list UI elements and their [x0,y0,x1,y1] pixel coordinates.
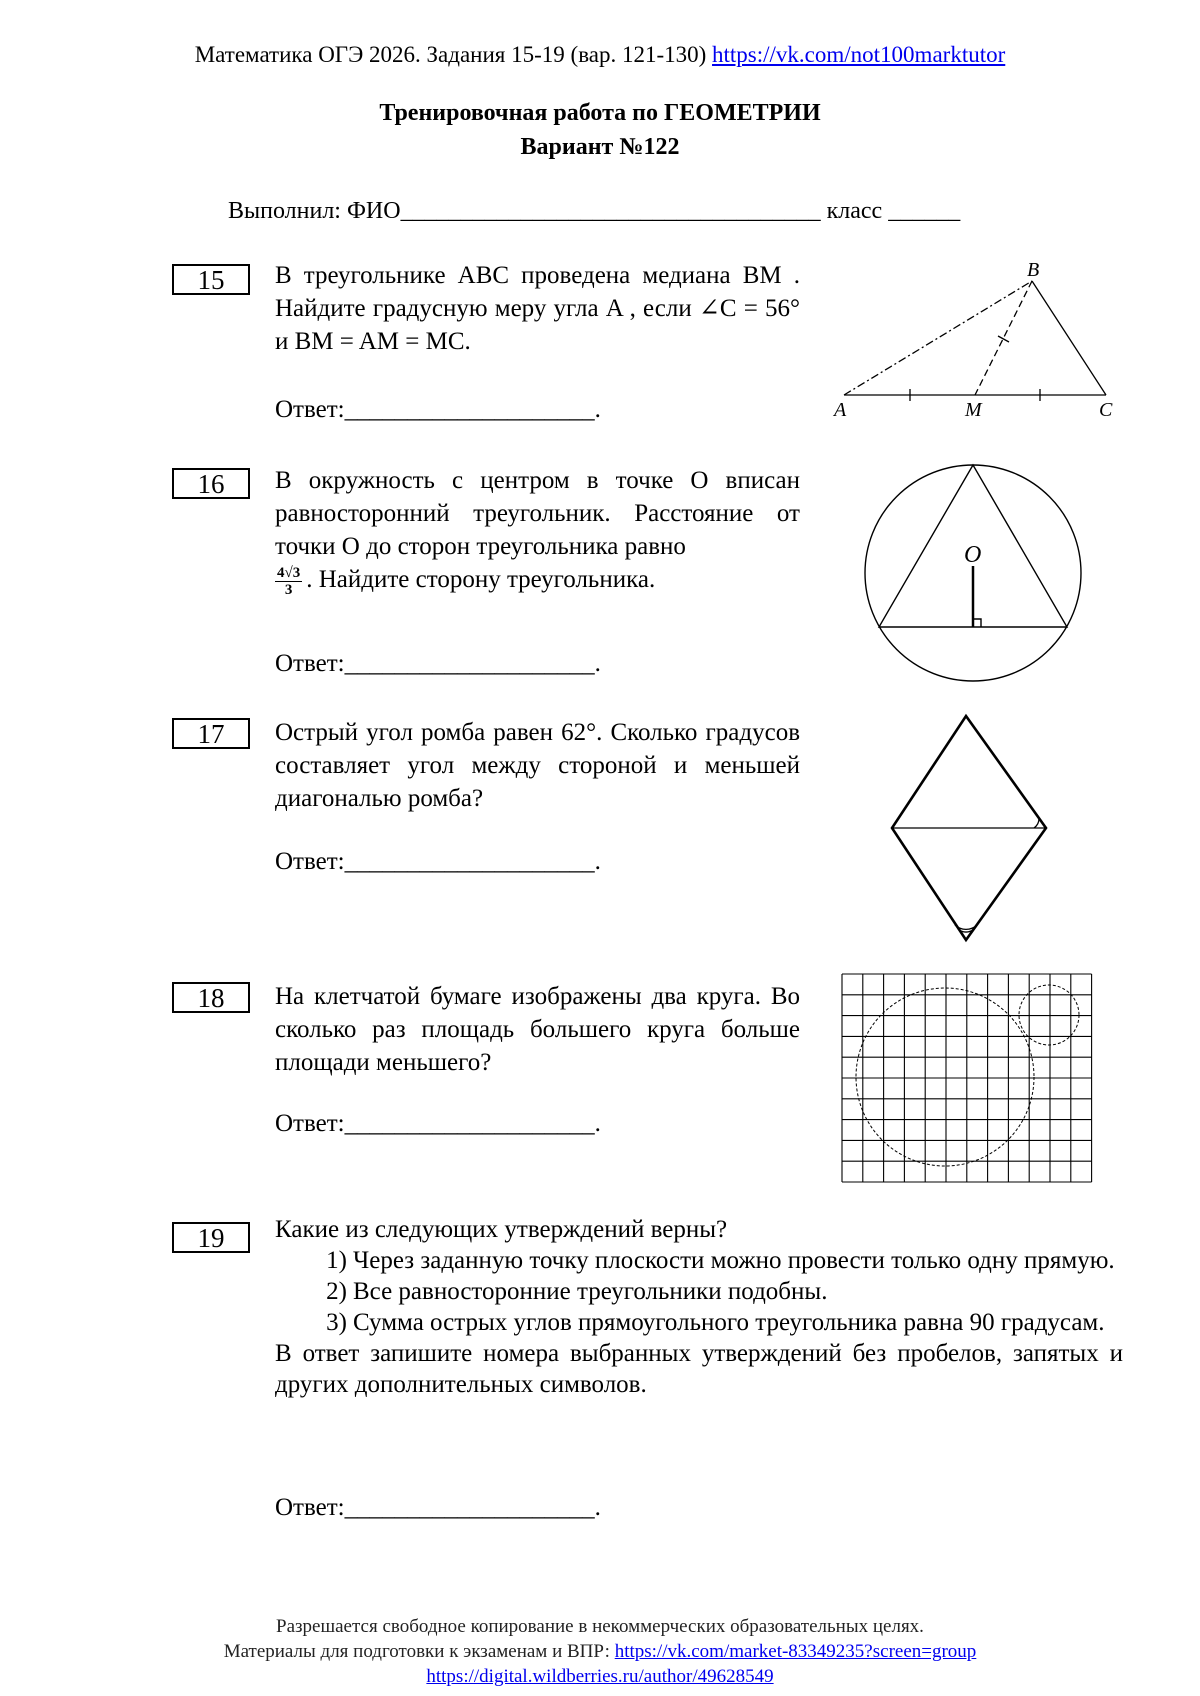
label-o: O [964,542,982,568]
footer-author [0,1664,1200,1689]
task-17-answer[interactable]: Ответ:____________________. [275,848,601,875]
statement-text: Сумма острых углов прямоугольного треугольника равна 90 градусам. [353,1309,1105,1336]
statement-number: 3) [326,1309,347,1336]
task-number-17: 17 [172,718,250,749]
header-link[interactable]: https://vk.com/not100marktutor [712,42,1006,67]
task-number-16: 16 [172,468,250,499]
task-15-answer[interactable]: Ответ:____________________. [275,396,601,423]
statement-item [275,1245,1123,1276]
variant-title: Вариант №122 [520,134,680,160]
footer-license: Разрешается свободное копирование в некоммерческих образовательных целях. [276,1616,924,1637]
fraction [275,565,302,598]
task-19-answer[interactable]: Ответ:____________________. [275,1494,601,1521]
task-16-text [275,464,800,598]
large-circle [856,988,1034,1166]
median-bm [975,281,1032,395]
statement-text: Все равносторонние треугольники подобны. [353,1278,828,1305]
task-18-text: На клетчатой бумаге изображены два круга. Во сколько раз площадь большего круга больше площади меньшего? [275,983,800,1076]
footer-materials [0,1639,1200,1664]
circle-triangle-figure [862,462,1092,688]
task-16-text-after: . Найдите сторону треугольника. [306,566,656,593]
fraction-denominator: 3 [284,581,293,598]
footer-market-link[interactable]: https://vk.com/market-83349235?screen=group [614,1641,977,1662]
statement-text: Через заданную точку плоскости можно провести только одну прямую. [353,1247,1115,1274]
task-17-text: Острый угол ромба равен 62°. Сколько градусов составляет угол между стороной и меньшей диагональю ромба? [275,719,800,812]
task-number-18: 18 [172,982,250,1013]
rhombus-figure [882,708,1052,948]
statement-number: 1) [326,1247,347,1274]
triangle-figure [830,258,1120,418]
checkered-grid [842,974,1092,1182]
task-18-answer[interactable]: Ответ:____________________. [275,1110,601,1137]
tick-bm [998,336,1009,342]
statements-list [275,1245,1123,1338]
task-15-text: В треугольнике ABC проведена медиана BM . Найдите градусную меру угла A , если ∠C = 56° и BM = AM = MC. [275,262,800,355]
task-16-text-before: В окружность с центром в точке O вписан равносторонний треугольник. Расстояние от точки O до сторон треугольника равно [275,467,800,560]
fio-line[interactable]: Выполнил: ФИО___________________________________ класс ______ [228,198,961,224]
footer-author-link[interactable]: https://digital.wildberries.ru/author/49628549 [426,1666,774,1687]
statement-item [275,1276,1123,1307]
label-a: A [834,399,847,418]
footer-materials-text: Материалы для подготовки к экзаменам и ВПР: [223,1641,615,1662]
side-ab [844,281,1032,395]
task-16-answer[interactable]: Ответ:____________________. [275,650,601,677]
side-bc [1032,281,1106,395]
page-header [0,42,1200,68]
fraction-numerator: 4√3 [277,564,301,581]
task-19-intro: Какие из следующих утверждений верны? [275,1216,728,1243]
grid-circles-figure [840,972,1100,1190]
angle-arc-right [1034,818,1039,828]
task-19-instruction: В ответ запишите номера выбранных утверждений без пробелов, запятых и других дополнительных символов. [275,1340,1123,1398]
worksheet-title: Тренировочная работа по ГЕОМЕТРИИ [379,100,821,126]
task-number-15: 15 [172,264,250,295]
header-text: Математика ОГЭ 2026. Задания 15-19 (вар. 121-130) [194,42,713,67]
label-c: C [1099,399,1113,418]
statement-number: 2) [326,1278,347,1305]
statement-item [275,1307,1123,1338]
label-b: B [1027,259,1040,281]
footer [0,1614,1200,1689]
label-m: M [965,399,982,418]
task-19-text [275,1214,1123,1400]
task-number-19: 19 [172,1222,250,1253]
